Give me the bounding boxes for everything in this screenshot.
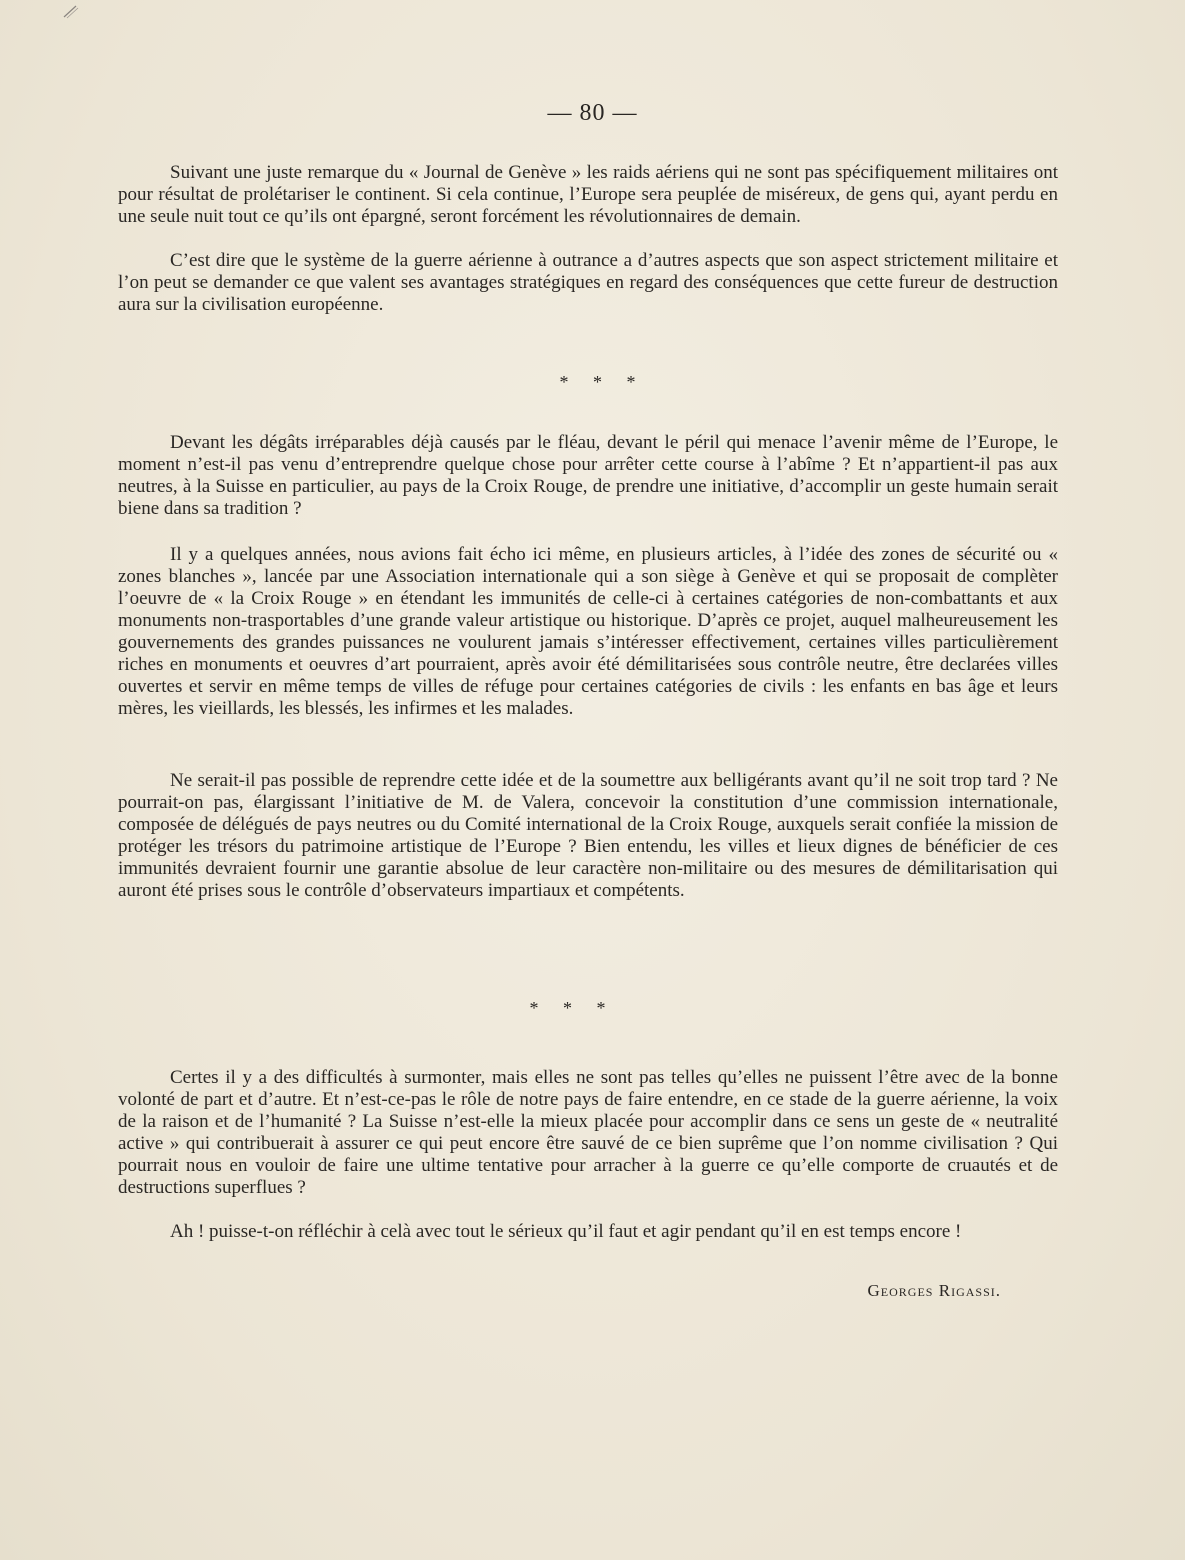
section-separator: * * * — [559, 372, 646, 392]
author-signature: Georges Rigassi. — [867, 1281, 1001, 1300]
section-separator: * * * — [529, 998, 616, 1018]
paragraph-guerre-aerienne: C’est dire que le système de la guerre aérienne à outrance a d’autres aspects que son aspect strictement militaire et l’on peut se demander ce que valent ses avantages stratégiques en regard des conséquences que cette fureur de destruction aura sur la civilisation européenne. — [118, 250, 1058, 315]
paragraph-degats-irreparables: Devant les dégâts irréparables déjà causés par le fléau, devant le péril qui menace l’avenir même de l’Europe, le moment n’est-il pas venu d’entreprendre quelque chose pour arrêter cette course à l’abîme ? Et n’appartient-il pas aux neutres, à la Suisse en particulier, au pays de la Croix Rouge, de prendre une initiative, d’accomplir un geste humain serait biene dans sa tradition ? — [118, 432, 1058, 519]
pencil-mark-icon — [62, 2, 80, 20]
paragraph-neutralite-active: Certes il y a des difficultés à surmonter, mais elles ne sont pas telles qu’elles ne puissent l’être avec de la bonne volonté de part et d’autre. Et n’est-ce-pas le rôle de notre pays de faire entendre, en ce stade de la guerre aérienne, la voix de la raison et de l’humanité ? La Suisse n’est-elle la mieux placée pour accomplir dans ce sens un geste de « neutralité active » qui contribuerait à assurer ce qui peut encore être sauvé de ce bien suprême que l’on nomme civilisation ? Qui pourrait nous en vouloir de faire une ultime tentative pour arracher à la guerre ce qu’elle comporte de cruautés et de destructions superflues ? — [118, 1067, 1058, 1198]
paragraph-conclusion: Ah ! puisse-t-on réfléchir à celà avec tout le sérieux qu’il faut et agir pendant qu’il en est temps encore ! — [170, 1221, 962, 1242]
paragraph-zones-blanches: Il y a quelques années, nous avions fait écho ici même, en plusieurs articles, à l’idée des zones de sécurité ou « zones blanches », lancée par une Association internationale qui a son siège à Genève et qui se proposait de complèter l’oeuvre de « la Croix Rouge » en étendant les immunités de celle-ci à certaines catégories de non-combattants et aux monuments non-trasportables d’une grande valeur artistique ou historique. D’après ce projet, auquel malheureusement les gouvernements des grandes puissances ne voulurent jamais s’intéresser effectivement, certaines villes particulièrement riches en monuments et oeuvres d’art pourraient, après avoir été démilitarisées sous contrôle neutre, être declarées villes ouvertes et servir en même temps de villes de réfuge pour certaines catégories de civils : les enfants en bas âge et leurs mères, les vieillards, les blessés, les infirmes et les malades. — [118, 544, 1058, 719]
page-number: — 80 — — [547, 100, 638, 126]
paragraph-commission-internationale: Ne serait-il pas possible de reprendre cette idée et de la soumettre aux belligérants avant qu’il ne soit trop tard ? Ne pourrait-on pas, élargissant l’initiative de M. de Valera, concevoir la constitution d’une commission internationale, composée de délégués de pays neutres ou du Comité international de la Croix Rouge, auxquels serait confiée la mission de protéger les trésors du patrimoine artistique de l’Europe ? Bien entendu, les villes et lieux dignes de bénéficier de ces immunités devraient fournir une garantie absolue de leur caractère non-militaire ou des mesures de démilitarisation qui auront été prises sous le contrôle d’observateurs impartiaux et compétents. — [118, 770, 1058, 901]
paragraph-journal-de-geneve: Suivant une juste remarque du « Journal de Genève » les raids aériens qui ne sont pas spécifiquement militaires ont pour résultat de prolétariser le continent. Si cela continue, l’Europe sera peuplée de miséreux, de gens qui, ayant perdu en une seule nuit tout ce qu’ils ont épargné, seront forcément les révolutionnaires de demain. — [118, 162, 1058, 227]
